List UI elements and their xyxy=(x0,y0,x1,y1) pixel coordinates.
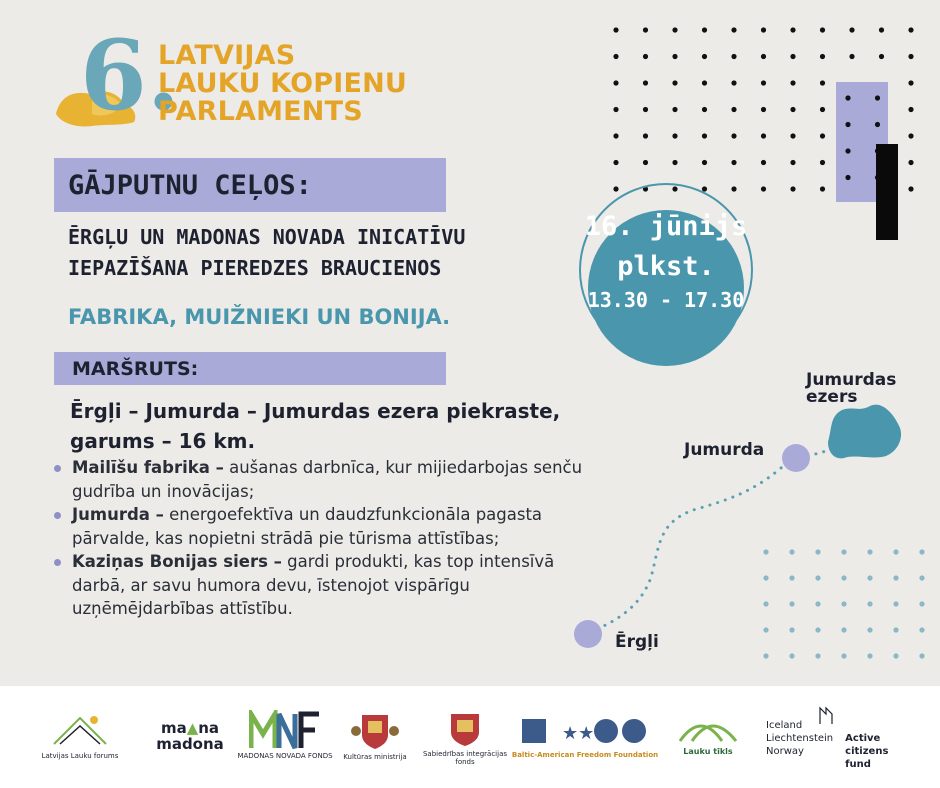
date-prefix: plkst. xyxy=(617,251,715,282)
sponsor-lauku-tikls xyxy=(672,708,744,764)
decor-dot xyxy=(761,107,766,112)
decor-dot xyxy=(919,627,924,632)
decor-dot xyxy=(643,160,648,165)
decor-dot xyxy=(893,549,898,554)
decor-dot xyxy=(908,107,913,112)
decor-dot xyxy=(643,27,648,32)
decor-dot xyxy=(849,27,854,32)
decor-dot xyxy=(763,549,768,554)
stop-marker-ergli xyxy=(574,620,602,648)
stop-name: Kaziņas Bonijas siers – xyxy=(72,552,282,571)
decor-dot xyxy=(867,575,872,580)
lake-shape xyxy=(828,405,901,459)
decor-dot xyxy=(790,80,795,85)
decor-dot xyxy=(820,186,825,191)
eea-countries xyxy=(766,719,833,771)
decor-dot xyxy=(815,601,820,606)
decor-dot xyxy=(761,27,766,32)
decor-dot xyxy=(702,133,707,138)
decor-dot xyxy=(815,653,820,658)
decor-dot xyxy=(815,549,820,554)
sponsor-caption: Latvijas Lauku forums xyxy=(41,752,119,760)
decor-dot xyxy=(820,107,825,112)
decor-dot xyxy=(763,653,768,658)
decor-dot xyxy=(815,575,820,580)
mnf-logo-icon xyxy=(249,710,321,750)
decor-dot xyxy=(731,54,736,59)
decor-dot xyxy=(643,133,648,138)
decor-dot xyxy=(789,653,794,658)
dot-grid-bottom xyxy=(760,548,940,688)
decor-dot xyxy=(820,133,825,138)
sponsor-caption: MADONAS NOVADA FONDS xyxy=(237,752,333,760)
decor-dot xyxy=(908,186,913,191)
sponsor-active-citizens xyxy=(766,706,916,770)
list-item xyxy=(52,456,612,503)
lake-label-line-1: Jumurdas xyxy=(806,370,897,390)
decor-dot xyxy=(763,575,768,580)
decor-dot xyxy=(643,107,648,112)
eea-grants-icon xyxy=(818,706,840,726)
route-description xyxy=(70,396,630,456)
highlight-heading: FABRIKA, MUIŽNIEKI UN BONIJA. xyxy=(68,305,451,329)
coat-of-arms-icon xyxy=(445,708,485,748)
decor-dot xyxy=(820,27,825,32)
decor-dot xyxy=(919,549,924,554)
decor-dot xyxy=(919,575,924,580)
sponsor-madonas-fonds xyxy=(237,702,333,768)
list-item xyxy=(52,550,612,621)
sponsor-caption: Lauku tīkls xyxy=(683,746,733,756)
decor-dot xyxy=(761,160,766,165)
decor-dot xyxy=(702,107,707,112)
sponsor-caption: Kultūras ministrija xyxy=(343,753,407,761)
decor-dot xyxy=(875,95,880,100)
sponsor-integracija xyxy=(422,698,508,776)
lauku-tikls-logo-icon xyxy=(678,717,738,745)
decor-dot xyxy=(790,186,795,191)
decor-dot xyxy=(845,148,850,153)
black-decor-bar xyxy=(876,144,898,240)
decor-dot xyxy=(845,122,850,127)
decor-dot xyxy=(893,575,898,580)
stop-desc: energoefektīva un daudzfunkcionāla pagasta pārvalde, kas nopietni strādā pie tūrisma attīstības; xyxy=(72,505,543,548)
madona-text-c: madona xyxy=(156,735,224,753)
decor-dot xyxy=(919,653,924,658)
decor-dot xyxy=(908,54,913,59)
decor-dot xyxy=(879,27,884,32)
decor-dot xyxy=(613,54,618,59)
route-line-2: garums – 16 km. xyxy=(70,429,256,453)
sponsor-lauku-forums xyxy=(40,700,120,770)
decor-dot xyxy=(790,133,795,138)
decor-dot xyxy=(841,575,846,580)
decor-dot xyxy=(789,601,794,606)
decor-dot xyxy=(731,107,736,112)
decor-dot xyxy=(841,549,846,554)
decor-dot xyxy=(731,160,736,165)
stop-name: Mailīšu fabrika – xyxy=(72,458,224,477)
sponsor-caption: Sabiedrības integrācijas xyxy=(422,750,508,758)
decor-dot xyxy=(789,627,794,632)
logo-line-2: LAUKU KOPIENU xyxy=(158,68,408,99)
decor-dot xyxy=(763,601,768,606)
acf-text xyxy=(845,732,916,771)
decor-dot xyxy=(672,133,677,138)
date-block xyxy=(578,210,754,316)
decor-dot xyxy=(875,122,880,127)
decor-dot xyxy=(893,627,898,632)
decor-dot xyxy=(893,601,898,606)
page-title: GĀJPUTNU CEĻOS: xyxy=(68,170,312,201)
decor-dot xyxy=(849,54,854,59)
sponsor-bafff xyxy=(511,704,659,770)
sponsor-caption: Baltic-American Freedom Foundation xyxy=(511,751,659,759)
stop-desc: gardi produkti, kas top intensīvā darbā, ar savu humora devu, īstenojot vispārīgu uzņēmējdarbības attīstību. xyxy=(72,552,555,618)
date-day: 16. jūnijs xyxy=(584,211,748,242)
decor-dot xyxy=(908,133,913,138)
decor-dot xyxy=(790,27,795,32)
decor-dot xyxy=(879,54,884,59)
svg-text:★★: ★★ xyxy=(562,723,595,744)
decor-dot xyxy=(867,653,872,658)
decor-dot xyxy=(731,27,736,32)
decor-dot xyxy=(672,160,677,165)
list-item xyxy=(52,503,612,550)
decor-dot xyxy=(820,80,825,85)
decor-dot xyxy=(790,107,795,112)
logo-title xyxy=(158,42,407,126)
date-time-range: 13.30 - 17.30 xyxy=(587,288,745,312)
decor-dot xyxy=(845,175,850,180)
decor-dot xyxy=(643,54,648,59)
sponsor-footer xyxy=(0,686,940,788)
decor-dot xyxy=(731,133,736,138)
decor-dot xyxy=(672,80,677,85)
decor-dot xyxy=(613,160,618,165)
stop-label-jumurda: Jumurda xyxy=(684,440,765,460)
stop-label-ergli: Ērgļi xyxy=(615,632,659,652)
decor-dot xyxy=(820,54,825,59)
eea-country: Iceland xyxy=(766,720,803,731)
sponsor-caption: fonds xyxy=(455,758,475,766)
coat-of-arms-icon xyxy=(350,707,400,751)
decor-dot xyxy=(893,653,898,658)
stop-desc: aušanas darbnīca, kur mijiedarbojas senču gudrība un inovācijas; xyxy=(72,458,583,501)
lake-label-line-2: ezers xyxy=(806,387,858,407)
decor-dot xyxy=(815,627,820,632)
decor-dot xyxy=(790,54,795,59)
logo-line-1: LATVIJAS xyxy=(158,40,296,71)
subtitle-line-2: IEPAZĪŠANA PIEREDZES BRAUCIENOS xyxy=(68,256,442,280)
decor-dot xyxy=(613,133,618,138)
decor-dot xyxy=(841,627,846,632)
decor-dot xyxy=(761,133,766,138)
subtitle-line-1: ĒRGĻU UN MADONAS NOVADA INICATĪVU xyxy=(68,225,466,249)
decor-dot xyxy=(867,549,872,554)
decor-dot xyxy=(845,95,850,100)
sponsor-madona xyxy=(145,706,235,766)
decor-dot xyxy=(672,54,677,59)
decor-dot xyxy=(702,80,707,85)
decor-dot xyxy=(763,627,768,632)
decor-dot xyxy=(867,627,872,632)
acf-line: Active xyxy=(845,733,881,744)
logo-line-3: PARLAMENTS xyxy=(158,96,363,127)
madona-text-a: ma xyxy=(160,719,187,737)
decor-dot xyxy=(820,160,825,165)
stop-marker-jumurda xyxy=(782,444,810,472)
decor-dot xyxy=(731,80,736,85)
stop-list xyxy=(52,456,612,621)
decor-dot xyxy=(702,54,707,59)
subtitle xyxy=(68,222,588,284)
decor-dot xyxy=(908,80,913,85)
decor-dot xyxy=(908,160,913,165)
logo-number: 6. xyxy=(80,19,181,132)
decor-dot xyxy=(789,575,794,580)
decor-dot xyxy=(613,80,618,85)
route-line-1: Ērgļi – Jumurda – Jumurdas ezera piekraste, xyxy=(70,399,561,423)
decor-dot xyxy=(702,27,707,32)
decor-dot xyxy=(841,601,846,606)
madona-text-b: na xyxy=(198,719,220,737)
acf-line: citizens fund xyxy=(845,746,889,770)
lake-label xyxy=(806,372,896,406)
decor-dot xyxy=(702,160,707,165)
decor-dot xyxy=(613,107,618,112)
route-label: MARŠRUTS: xyxy=(72,358,199,380)
decor-dot xyxy=(643,80,648,85)
decor-dot xyxy=(867,601,872,606)
decor-dot xyxy=(613,27,618,32)
lauku-forums-logo-icon xyxy=(50,710,110,750)
bafff-logo-icon xyxy=(520,715,650,749)
sponsor-kultura xyxy=(340,698,410,770)
stop-name: Jumurda – xyxy=(72,505,164,524)
decor-dot xyxy=(672,27,677,32)
decor-dot xyxy=(761,54,766,59)
decor-dot xyxy=(672,107,677,112)
decor-dot xyxy=(789,549,794,554)
decor-dot xyxy=(908,27,913,32)
madona-logo-text: ma▲na xyxy=(160,719,220,737)
decor-dot xyxy=(790,160,795,165)
decor-dot xyxy=(841,653,846,658)
decor-dot xyxy=(919,601,924,606)
eea-country: Liechtenstein xyxy=(766,733,834,744)
eea-country: Norway xyxy=(766,746,804,757)
decor-dot xyxy=(761,80,766,85)
